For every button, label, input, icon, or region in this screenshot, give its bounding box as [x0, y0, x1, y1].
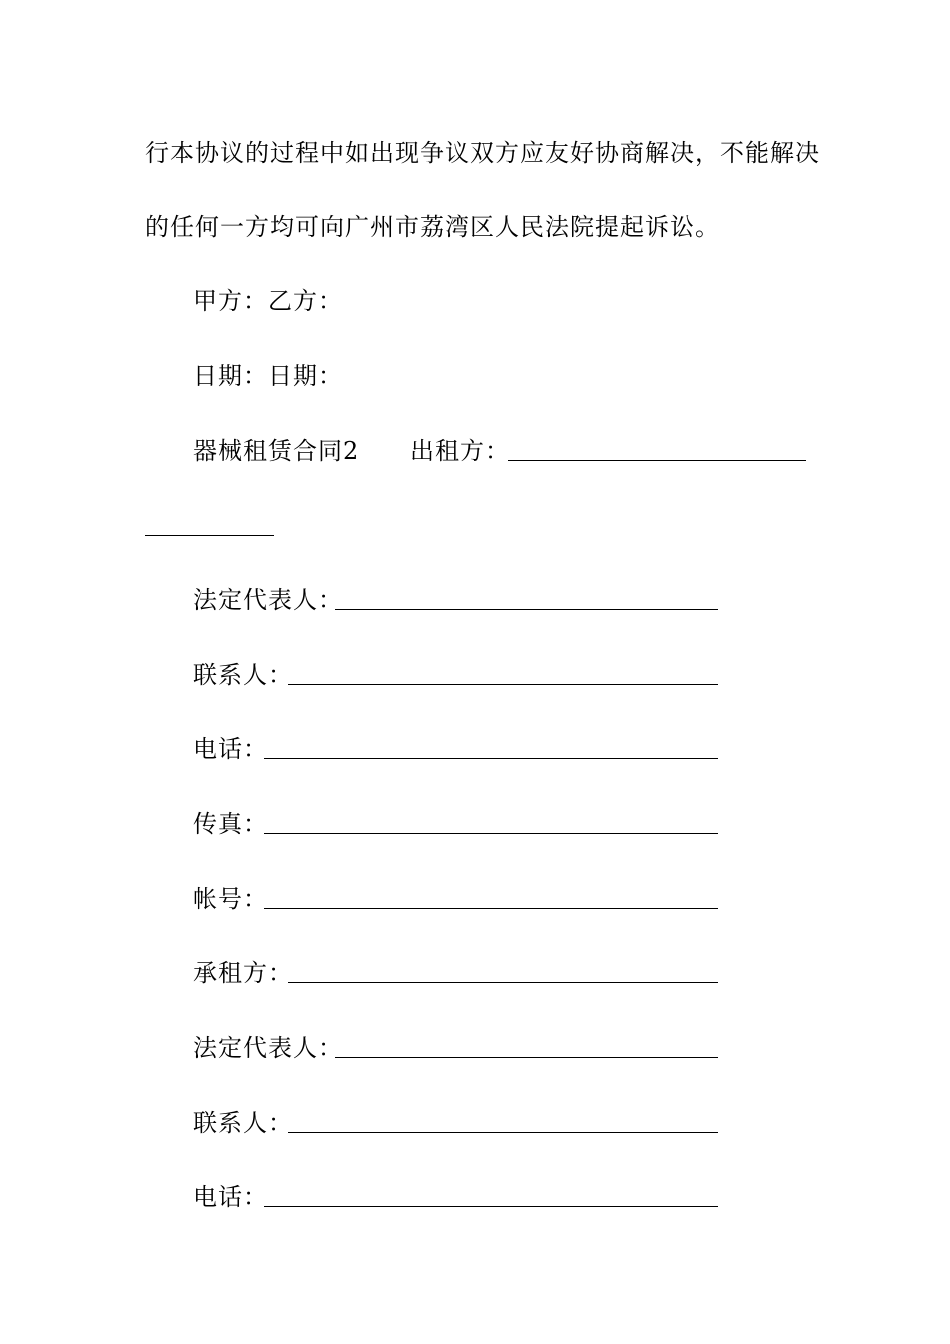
paragraph-line-1: 行本协议的过程中如出现争议双方应友好协商解决，不能解决: [145, 139, 820, 167]
lessor-name-blank-continued: [145, 535, 274, 536]
lessor-fax-label: 传真：: [193, 810, 268, 838]
lessor-contact-label: 联系人：: [193, 661, 293, 689]
lessee-phone-label: 电话：: [193, 1183, 268, 1211]
lessor-label: 出租方：: [410, 437, 510, 465]
paragraph-line-2: 的任何一方均可向广州市荔湾区人民法院提起诉讼。: [145, 213, 720, 241]
lessee-label: 承租方：: [193, 959, 293, 987]
lessor-phone-label: 电话：: [193, 735, 268, 763]
lessor-fax-blank: [264, 833, 718, 834]
parties-line: 甲方：乙方：: [193, 287, 343, 315]
lessor-account-blank: [264, 908, 718, 909]
contract-title: 器械租赁合同2: [193, 437, 360, 465]
lessee-phone-blank: [264, 1206, 718, 1207]
lessor-representative-label: 法定代表人：: [193, 586, 343, 614]
lessor-phone-blank: [264, 758, 718, 759]
lessee-name-blank: [288, 982, 718, 983]
lessor-name-blank: [508, 460, 806, 461]
lessor-account-label: 帐号：: [193, 885, 268, 913]
lessee-representative-blank: [335, 1057, 718, 1058]
lessor-contact-blank: [288, 684, 718, 685]
lessee-representative-label: 法定代表人：: [193, 1034, 343, 1062]
lessor-representative-blank: [335, 609, 718, 610]
lessee-contact-blank: [288, 1132, 718, 1133]
lessee-contact-label: 联系人：: [193, 1109, 293, 1137]
dates-line: 日期：日期：: [193, 362, 343, 390]
